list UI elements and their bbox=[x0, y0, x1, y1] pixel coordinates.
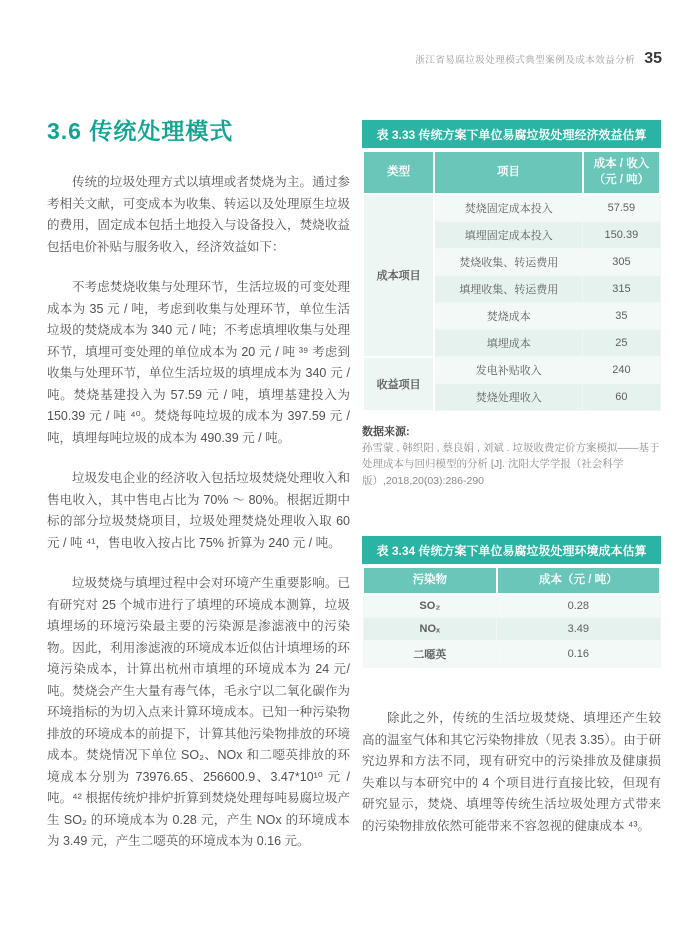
cell-pollutant-so2: SO₂ bbox=[363, 594, 497, 618]
cell-item: 发电补贴收入 bbox=[434, 357, 583, 384]
table-row bbox=[363, 194, 660, 222]
paragraph-revenue: 垃圾发电企业的经济收入包括垃圾焚烧处理收入和售电收入，其中售电占比为 70% ～ 80%。根据近期中标的部分垃圾焚烧项目，垃圾处理焚烧处理收入取 60 元 / 吨 ⁴¹，售电收入按占比 75% 折算为 240 元 / 吨。 bbox=[47, 471, 350, 550]
data-source-note bbox=[362, 424, 661, 489]
paragraph-environment: 垃圾焚烧与填埋过程中会对环境产生重要影响。已有研究对 25 个城市进行了填埋的环境成本测算，垃圾填埋场的环境污染最主要的污染源是渗滤液中的污染物。因此，利用渗滤液的环境成本近似估计填埋场的环境污染成本，计算出杭州市填埋的环境成本为 24 元/吨。焚烧会产生大量有毒气体，毛永宁以二氧化碳作为环境指标的为切入点来计算环境成本。已知一种污染物排放的环境成本的前提下，计算其他污染物排放的环境成本。焚烧情况下单位 SO₂、NOx 和二噁英排放的环境成本分别为 73976.65、256600.9、3.47*10¹⁰ 元 / 吨。⁴² 根据传统炉排炉折算到焚烧处理每吨易腐垃圾产生 SO₂ 的环境成本为 0.28 元，产生 NOx 的环境成本为 3.49 元，产生二噁英的环境成本为 0.16 元。 bbox=[47, 576, 350, 848]
cell-item: 焚烧成本 bbox=[434, 303, 583, 330]
paragraph-closing: 除此之外，传统的生活垃圾焚烧、填埋还产生较高的温室气体和其它污染物排放（见表 3.35）。由于研究边界和方法不同，现有研究中的污染排放及健康损失难以与本研究中的 4 个项目进行直接比较，但现有研究显示，焚烧、填埋等传统生活垃圾处理方式带来的污染物排放依然可能带来不容忽视的健康成本 ⁴³。 bbox=[362, 711, 661, 833]
paragraph-intro: 传统的垃圾处理方式以填埋或者焚烧为主。通过参考相关文献，可变成本为收集、转运以及处理原生垃圾的费用，固定成本包括土地投入与设备投入，焚烧收益包括电价补贴与服务收入，经济效益如下： bbox=[47, 175, 350, 254]
cell-value: 150.39 bbox=[583, 222, 660, 249]
table-environment-caption: 表 3.34 传统方案下单位易腐垃圾处理环境成本估算 bbox=[362, 536, 661, 564]
cell-value: 305 bbox=[583, 249, 660, 276]
cell-item: 焚烧处理收入 bbox=[434, 384, 583, 411]
left-column bbox=[47, 113, 350, 872]
section-heading: 3.6 传统处理模式 bbox=[47, 118, 234, 144]
table-environment-cost bbox=[362, 536, 661, 669]
running-head-title: 浙江省易腐垃圾处理模式典型案例及成本效益分析 bbox=[415, 55, 636, 66]
col-header-item: 项目 bbox=[434, 151, 583, 194]
cell-value: 0.16 bbox=[497, 641, 660, 668]
cell-item: 填埋固定成本投入 bbox=[434, 222, 583, 249]
cell-pollutant-dioxin: 二噁英 bbox=[363, 641, 497, 668]
cell-item: 焚烧固定成本投入 bbox=[434, 194, 583, 222]
cell-item: 焚烧收集、转运费用 bbox=[434, 249, 583, 276]
cell-value: 57.59 bbox=[583, 194, 660, 222]
col-header-value-line1: 成本 / 收入 bbox=[593, 158, 650, 170]
cell-value: 60 bbox=[583, 384, 660, 411]
table-economic-benefit bbox=[362, 120, 661, 412]
running-head bbox=[415, 50, 662, 68]
table-environment-header-row bbox=[363, 567, 660, 595]
data-source-citation: 孙雪蒙 , 韩织阳 , 蔡良娟 , 刘斌 . 垃圾收费定价方案模拟——基于处理成本与回归模型的分析 [J]. 沈阳大学学报（社会科学版）,2018,20(03):286-290 bbox=[362, 442, 660, 487]
cell-value: 3.49 bbox=[497, 618, 660, 641]
group-cost-items: 成本项目 bbox=[363, 194, 434, 357]
paragraph-economic-costs: 不考虑焚烧收集与处理环节，生活垃圾的可变处理成本为 35 元 / 吨，考虑到收集与处理环节，单位生活垃圾的焚烧成本为 340 元 / 吨；不考虑填埋收集与处理环节，填埋可变处理的单位成本为 20 元 / 吨 ³⁹ 考虑到收集与处理环节，单位生活垃圾的填埋成本为 340 元 / 吨。焚烧基建投入为 57.59 元 / 吨，填埋基建投入为 150.39 元 / 吨 ⁴⁰。焚烧每吨垃圾的成本为 397.59 元 / 吨，填埋每吨垃圾的成本为 490.39 元 / 吨。 bbox=[47, 280, 350, 445]
cell-pollutant-nox: NOₓ bbox=[363, 618, 497, 641]
col-header-cost: 成本（元 / 吨） bbox=[497, 567, 660, 595]
col-header-value bbox=[583, 151, 660, 194]
table-economic-caption: 表 3.33 传统方案下单位易腐垃圾处理经济效益估算 bbox=[362, 120, 661, 148]
col-header-value-line2: （元 / 吨） bbox=[593, 173, 650, 186]
table-economic bbox=[362, 150, 661, 412]
data-source-label: 数据来源: bbox=[362, 425, 410, 438]
cell-item: 填埋成本 bbox=[434, 330, 583, 357]
cell-value: 35 bbox=[583, 303, 660, 330]
cell-value: 0.28 bbox=[497, 594, 660, 618]
cell-item: 填埋收集、转运费用 bbox=[434, 276, 583, 303]
col-header-pollutant: 污染物 bbox=[363, 567, 497, 595]
cell-value: 315 bbox=[583, 276, 660, 303]
table-row bbox=[363, 357, 660, 384]
cell-value: 25 bbox=[583, 330, 660, 357]
table-environment bbox=[362, 566, 661, 669]
table-row bbox=[363, 618, 660, 641]
table-row bbox=[363, 641, 660, 668]
cell-value: 240 bbox=[583, 357, 660, 384]
col-header-type: 类型 bbox=[363, 151, 434, 194]
right-column bbox=[362, 120, 661, 856]
page-number: 35 bbox=[644, 50, 662, 67]
table-economic-header-row bbox=[363, 151, 660, 194]
table-row bbox=[363, 594, 660, 618]
group-benefit-items: 收益项目 bbox=[363, 357, 434, 411]
